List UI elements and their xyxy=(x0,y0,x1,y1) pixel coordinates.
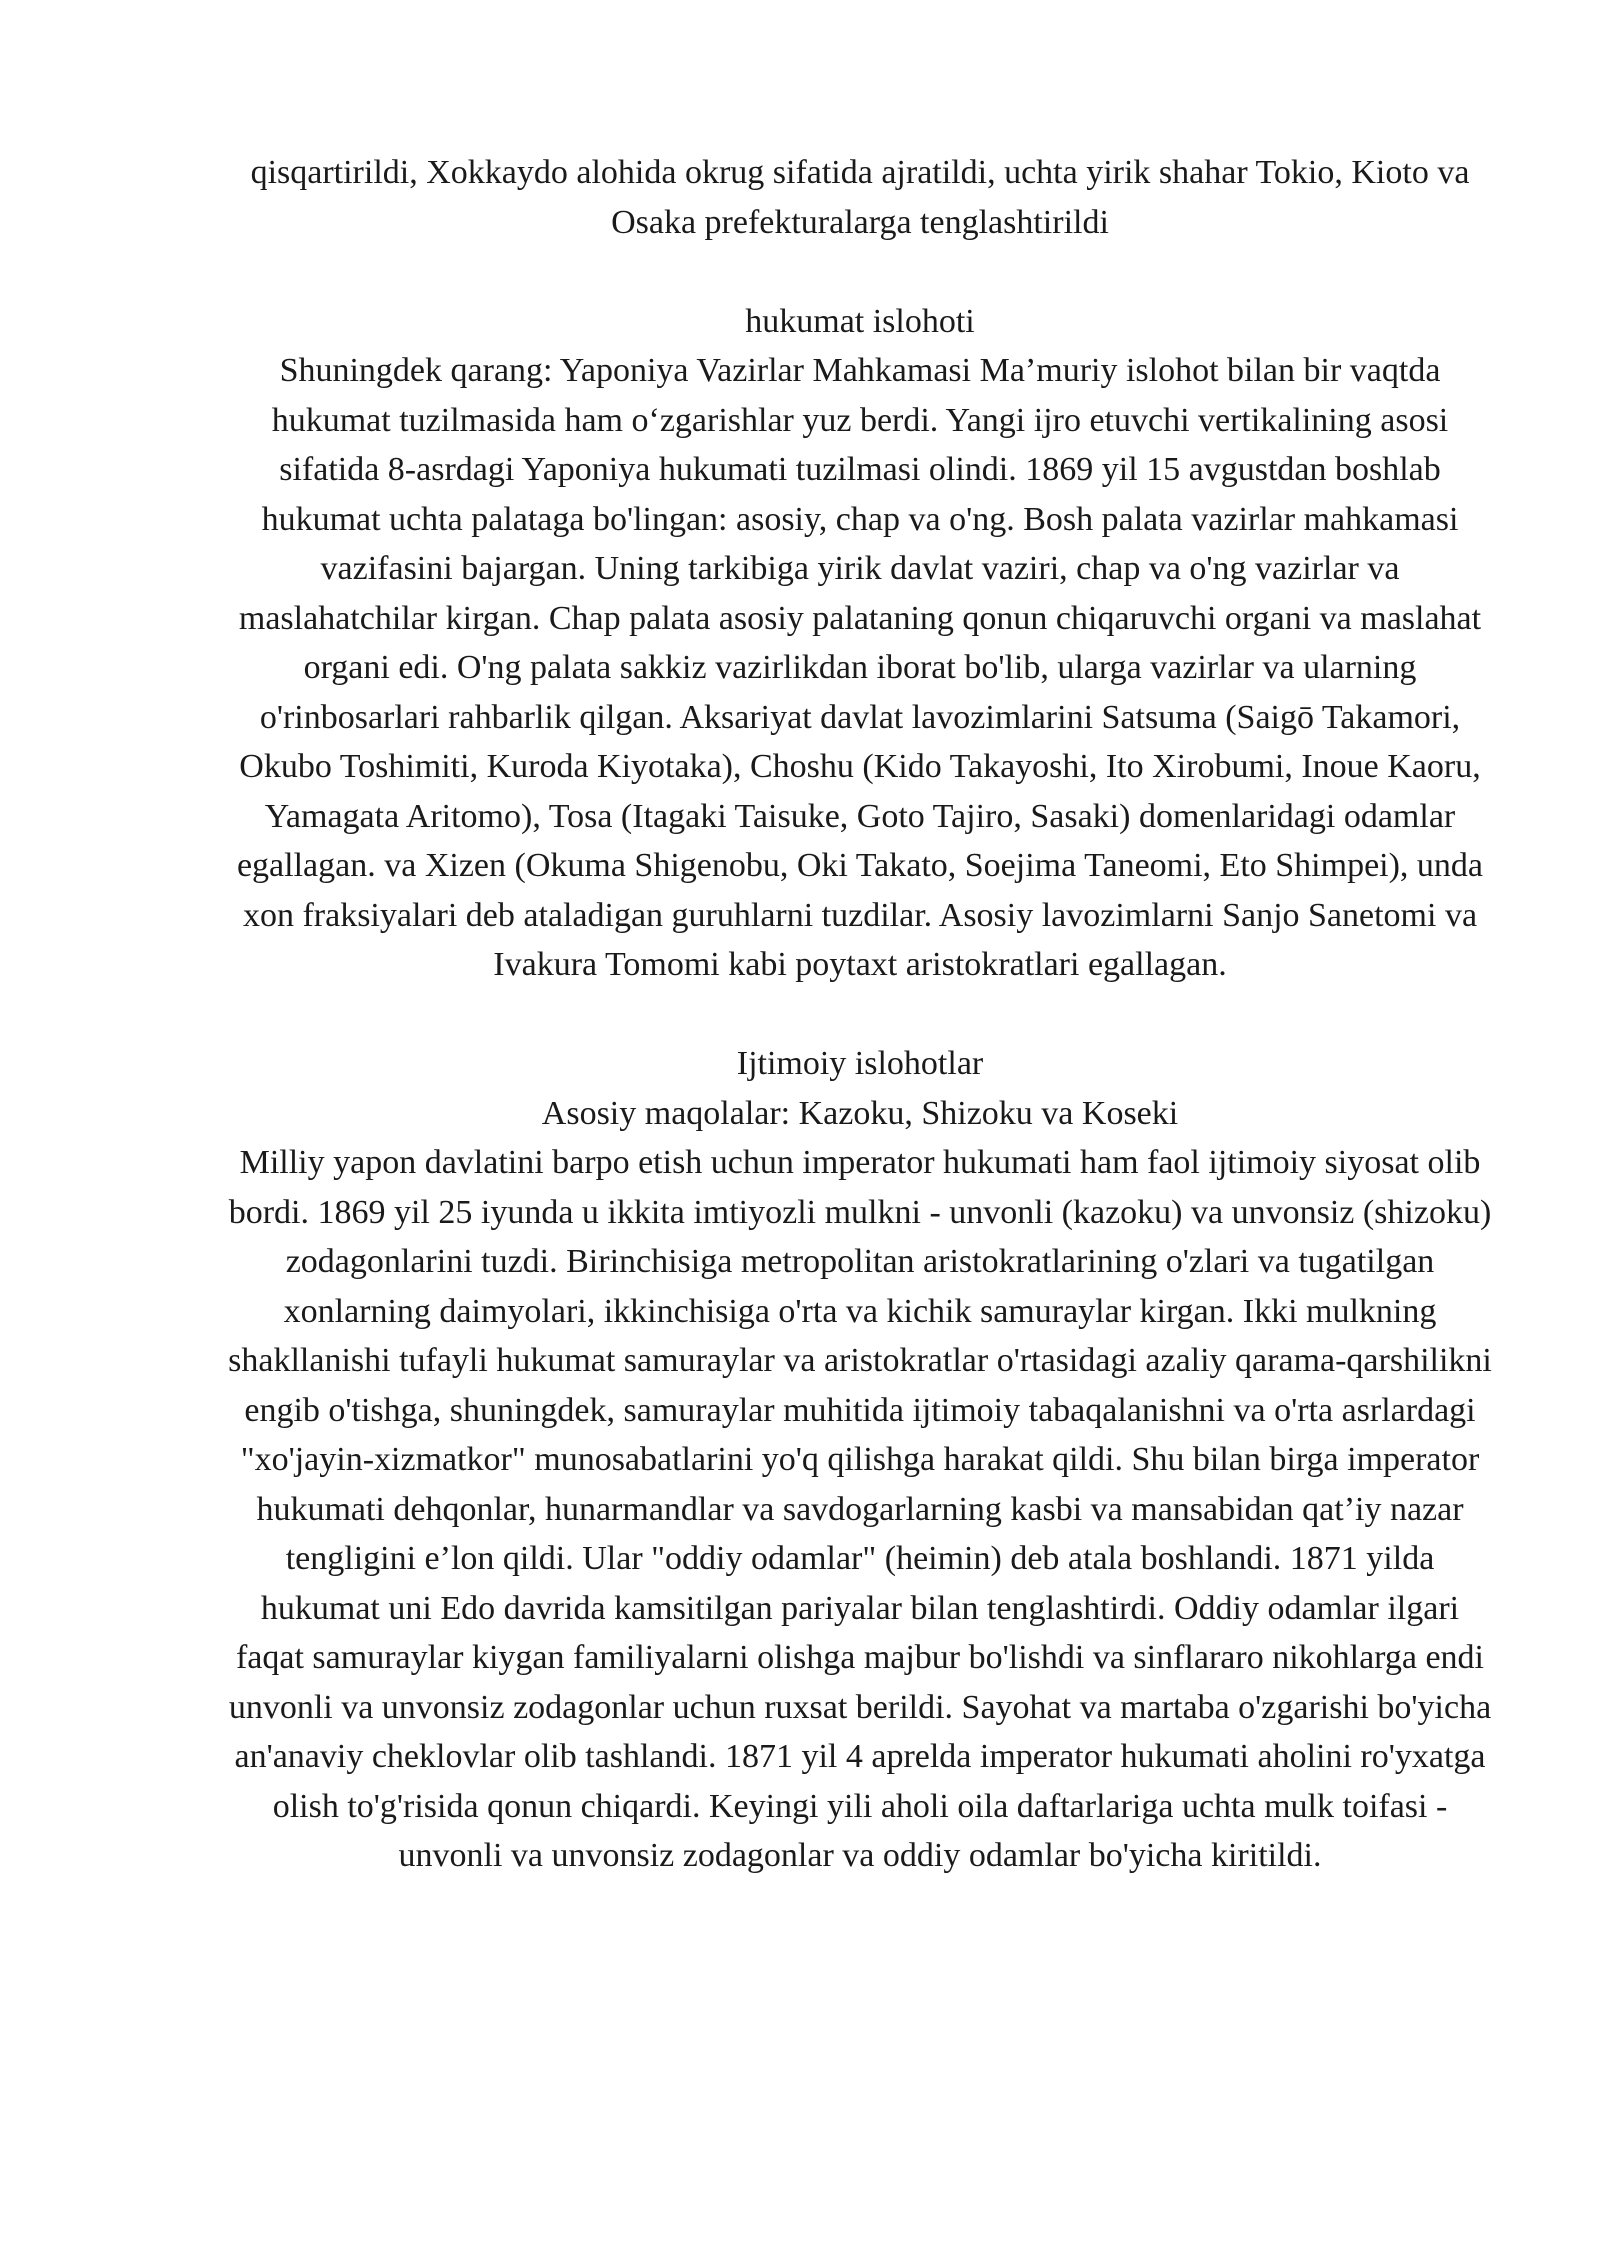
government-reform-heading: hukumat islohoti xyxy=(745,302,975,340)
social-reforms-subheading: Asosiy maqolalar: Kazoku, Shizoku va Koseki xyxy=(541,1094,1179,1132)
social-reforms-paragraph: Milliy yapon davlatini barpo etish uchun imperator hukumati ham faol ijtimoiy siyosat olib bordi. 1869 yil 25 iyunda u ikkita imtiyozli mulkni - unvonli (kazoku) va unvonsiz (shizoku) zodagonlarini tuzdi. Birinchisiga metropolitan aristokratlarining o'zlari va tugatilgan xonlarning daimyolari, ikkinchisiga o'rta va kichik samuraylar kirgan. Ikki mulkning shakllanishi tufayli hukumat samuraylar va aristokratlar o'rtasidagi azaliy qarama-qarshilikni engib o'tishga, shuningdek, samuraylar muhitida ijtimoiy tabaqalanishni va o'rta asrlardagi "xo'jayin-xizmatkor" munosabatlarini yo'q qilishga harakat qildi. Shu bilan birga imperator hukumati dehqonlar, hunarmandlar va savdogarlarning kasbi va mansabidan qat’iy nazar tengligini e’lon qildi. Ular "oddiy odamlar" (heimin) deb atala boshlandi. 1871 yilda hukumat uni Edo davrida kamsitilgan pariyalar bilan tenglashtirdi. Oddiy odamlar ilgari faqat samuraylar kiygan familiyalarni olishga majbur bo'lishdi va sinflararo nikohlarga endi unvonli va unvonsiz zodagonlar uchun ruxsat berildi. Sayohat va martaba o'zgarishi bo'yicha an'anaviy cheklovlar olib tashlandi. 1871 yil 4 aprelda imperator hukumati aholini ro'yxatga olish to'g'risida qonun chiqardi. Keyingi yili aholi oila daftarlariga uchta mulk toifasi - unvonli va unvonsiz zodagonlar va oddiy odamlar bo'yicha kiritildi. xyxy=(228,1144,1492,1874)
social-reforms-heading: Ijtimoiy islohotlar xyxy=(736,1045,984,1082)
intro-paragraph: qisqartirildi, Xokkaydo alohida okrug sifatida ajratildi, uchta yirik shahar Tokio, Kioto va Osaka prefekturalarga tenglashtirildi xyxy=(250,154,1470,241)
government-reform-paragraph: Shuningdek qarang: Yaponiya Vazirlar Mahkamasi Ma’muriy islohot bilan bir vaqtda hukumat tuzilmasida ham o‘zgarishlar yuz berdi. Yangi ijro etuvchi vertikalining asosi sifatida 8-asrdagi Yaponiya hukumati tuzilmasi olindi. 1869 yil 15 avgustdan boshlab hukumat uchta palataga bo'lingan: asosiy, chap va o'ng. Bosh palata vazirlar mahkamasi vazifasini bajargan. Uning tarkibiga yirik davlat vaziri, chap va o'ng vazirlar va maslahatchilar kirgan. Chap palata asosiy palataning qonun chiqaruvchi organi va maslahat organi edi. O'ng palata sakkiz vazirlikdan iborat bo'lib, ularga vazirlar va ularning o'rinbosarlari rahbarlik qilgan. Aksariyat davlat lavozimlarini Satsuma (Saigō Takamori, Okubo Toshimiti, Kuroda Kiyotaka), Choshu (Kido Takayoshi, Ito Xirobumi, Inoue Kaoru, Yamagata Aritomo), Tosa (Itagaki Taisuke, Goto Tajiro, Sasaki) domenlaridagi odamlar egallagan. va Xizen (Okuma Shigenobu, Oki Takato, Soejima Taneomi, Eto Shimpei), unda xon fraksiyalari deb ataladigan guruhlarni tuzdilar. Asosiy lavozimlarni Sanjo Sanetomi va Ivakura Tomomi kabi poytaxt aristokratlari egallagan. xyxy=(236,352,1484,983)
paragraph-spacer xyxy=(225,990,1495,1040)
paragraph-spacer xyxy=(225,247,1495,297)
document-body xyxy=(225,148,1495,1881)
